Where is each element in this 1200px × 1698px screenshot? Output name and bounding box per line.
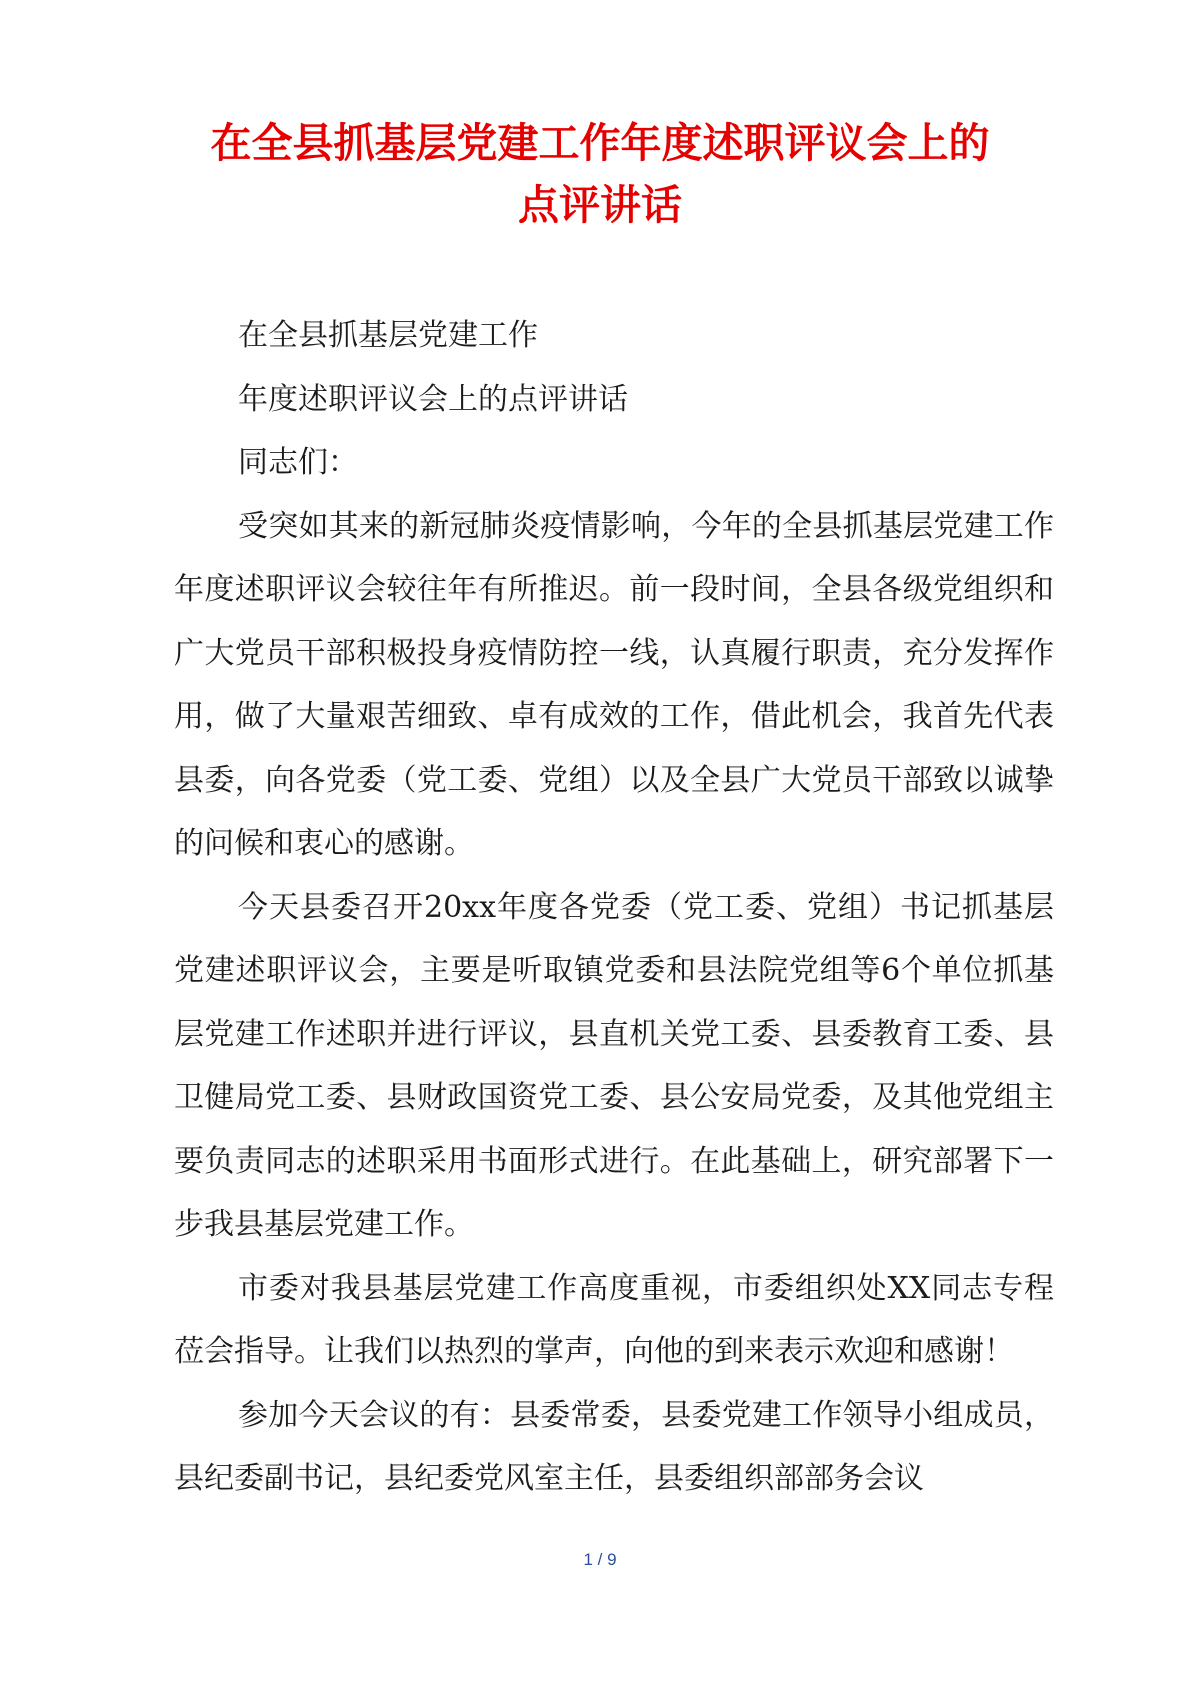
title-line-2: 点评讲话 bbox=[518, 181, 682, 229]
page-number: 1 / 9 bbox=[583, 1550, 617, 1569]
subtitle-line-1: 在全县抓基层党建工作 bbox=[238, 318, 538, 353]
paragraph-3: 市委对我县基层党建工作高度重视，市委组织处XX同志专程莅会指导。让我们以热烈的掌声，向他的到来表示欢迎和感谢！ bbox=[174, 1270, 1054, 1369]
paragraph-4: 参加今天会议的有：县委常委，县委党建工作领导小组成员，县纪委副书记，县纪委党风室主任，县委组织部部务会议 bbox=[174, 1397, 1054, 1496]
document-body bbox=[174, 304, 1054, 1511]
title-line-1: 在全县抓基层党建工作年度述职评议会上的 bbox=[210, 119, 990, 167]
paragraph-1: 受突如其来的新冠肺炎疫情影响，今年的全县抓基层党建工作年度述职评议会较往年有所推迟。前一段时间，全县各级党组织和广大党员干部积极投身疫情防控一线，认真履行职责，充分发挥作用，做了大量艰苦细致、卓有成效的工作，借此机会，我首先代表县委，向各党委（党工委、党组）以及全县广大党员干部致以诚挚的问候和衷心的感谢。 bbox=[174, 508, 1054, 861]
paragraph-2: 今天县委召开20xx年度各党委（党工委、党组）书记抓基层党建述职评议会，主要是听取镇党委和县法院党组等6个单位抓基层党建工作述职并进行评议，县直机关党工委、县委教育工委、县卫健局党工委、县财政国资党工委、县公安局党委，及其他党组主要负责同志的述职采用书面形式进行。在此基础上，研究部署下一步我县基层党建工作。 bbox=[174, 889, 1054, 1242]
document-title bbox=[120, 112, 1080, 236]
subtitle-line-2: 年度述职评议会上的点评讲话 bbox=[238, 381, 628, 417]
greeting: 同志们： bbox=[238, 445, 358, 480]
